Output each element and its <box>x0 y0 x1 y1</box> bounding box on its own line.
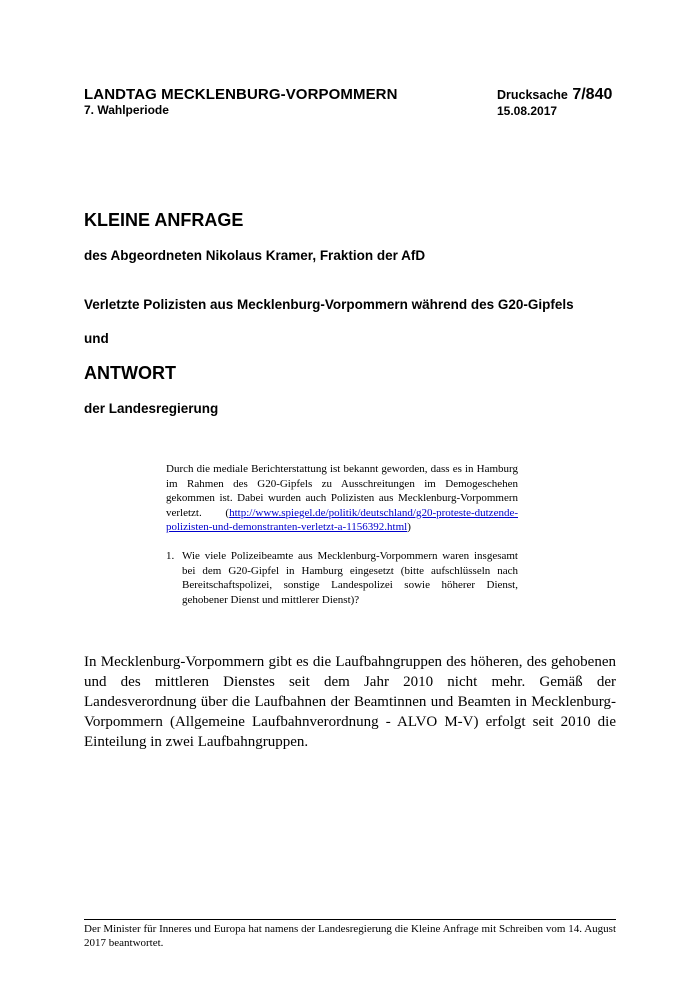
kleine-anfrage-heading: KLEINE ANFRAGE <box>84 210 244 230</box>
preamble-close: ) <box>407 521 411 533</box>
preamble-paragraph <box>166 462 518 535</box>
header-right <box>497 86 612 119</box>
header-left <box>84 86 398 118</box>
antwort-heading: ANTWORT <box>84 363 176 383</box>
answer-paragraph: In Mecklenburg-Vorpommern gibt es die Laufbahngruppen des höheren, des gehobenen und des mittleren Dienstes seit dem Jahr 2010 nicht mehr. Gemäß der Landesverordnung über die Laufbahnen der Beamtinnen und Beamten in Mecklenburg-Vorpommern (Allgemeine Laufbahnverordnung - ALVO M-V) erfolgt seit 2010 die Einteilung in zwei Laufbahngruppen. <box>84 654 616 750</box>
preamble-text: Durch die mediale Berichterstattung ist bekannt geworden, dass es in Hamburg im Rahmen des G20-Gipfels zu Ausschreitungen im Demogeschehen gekommen ist. Dabei wurden auch Polizisten aus Mecklenburg-Vorpommern verletzt. ( <box>166 463 518 519</box>
question-text: Wie viele Polizeibeamte aus Mecklenburg-Vorpommern waren insgesamt bei dem G20-Gipfel in Hamburg eingesetzt (bitte aufschlüsseln nach Bereitschaftspolizei, sonstige Landespolizei sowie höherer Dienst, gehobener Dienst und mittlerer Dienst)? <box>182 550 518 606</box>
parliament-name: LANDTAG MECKLENBURG-VORPOMMERN <box>84 86 398 103</box>
footnote-divider <box>84 919 616 920</box>
question-number: 1. <box>166 550 175 562</box>
source-link[interactable]: http://www.spiegel.de/politik/deutschland/g20-proteste-dutzende-polizisten-und-demonstranten-verletzt-a-1156392.html <box>166 506 518 533</box>
question-1 <box>166 549 518 607</box>
author-line: des Abgeordneten Nikolaus Kramer, Fraktion der AfD <box>84 248 426 263</box>
und-line: und <box>84 331 109 346</box>
drucksache-label: Drucksache <box>497 88 568 102</box>
respondent-line: der Landesregierung <box>84 401 219 416</box>
legislative-period: 7. Wahlperiode <box>84 103 169 117</box>
document-date: 15.08.2017 <box>497 104 558 118</box>
footnote: Der Minister für Inneres und Europa hat namens der Landesregierung die Kleine Anfrage mit Schreiben vom 14. August 2017 beantwortet. <box>84 923 616 949</box>
drucksache-number: 7/840 <box>572 86 613 103</box>
subject-line: Verletzte Polizisten aus Mecklenburg-Vorpommern während des G20-Gipfels <box>84 297 574 312</box>
